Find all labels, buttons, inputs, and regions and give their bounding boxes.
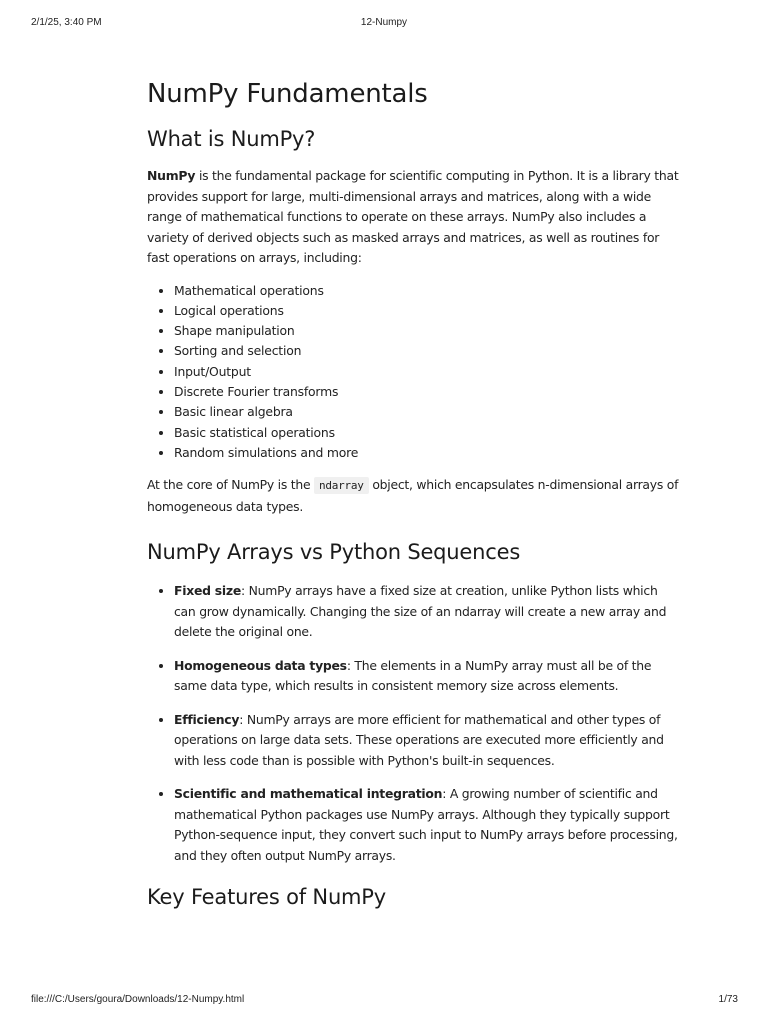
heading-what-is-numpy: What is NumPy? — [147, 127, 316, 151]
differences-list — [147, 581, 682, 866]
list-item-term: Scientific and mathematical integration — [174, 786, 443, 802]
print-date: 2/1/25, 3:40 PM — [31, 17, 102, 28]
list-item — [174, 656, 682, 697]
heading-key-features: Key Features of NumPy — [147, 885, 387, 910]
list-item: • Discrete Fourier transforms — [174, 382, 682, 402]
list-item: • Shape manipulation — [174, 321, 682, 341]
heading-arrays-vs-sequences: NumPy Arrays vs Python Sequences — [147, 540, 521, 565]
core-paragraph — [147, 475, 682, 517]
list-item-text: : NumPy arrays have a fixed size at creation, unlike Python lists which can grow dynamically. Changing the size of an ndarray will create a new array and delete the original one. — [174, 583, 667, 640]
core-text-before: At the core of NumPy is the — [147, 477, 315, 493]
list-item-text: : The elements in a NumPy array must all be of the same data type, which results in consistent memory size across elements. — [174, 657, 652, 694]
list-item-text: : NumPy arrays are more efficient for mathematical and other types of operations on large data sets. These operations are executed more efficiently and with less code than is possible with Python's built-in sequences. — [174, 711, 664, 768]
intro-bold-term: NumPy — [147, 168, 196, 183]
core-text-after: object, which encapsulates n-dimensional arrays of homogeneous data types. — [147, 477, 679, 514]
inline-code-ndarray: ndarray — [314, 477, 369, 494]
page-number: 1/73 — [718, 994, 738, 1005]
list-item-term: Fixed size — [174, 583, 242, 599]
print-header — [0, 17, 768, 31]
list-item-term: Efficiency — [174, 711, 240, 727]
intro-paragraph — [147, 166, 682, 269]
list-item: • Mathematical operations — [174, 281, 682, 301]
list-item-text: : A growing number of scientific and mathematical Python packages use NumPy arrays. Although they typically support Python-sequence input, they convert such input to NumPy arrays before processing, and they often output NumPy arrays. — [174, 786, 678, 863]
list-item — [174, 710, 682, 772]
list-item: • Logical operations — [174, 301, 682, 321]
intro-text: is the fundamental package for scientific computing in Python. It is a library that provides support for large, multi-dimensional arrays and matrices, along with a wide range of mathematical functions to operate on these arrays. NumPy also includes a variety of derived objects such as masked arrays and matrices, as well as routines for fast operations on arrays, including: — [147, 168, 679, 265]
operations-list — [147, 281, 682, 464]
list-item: • Basic statistical operations — [174, 423, 682, 443]
list-item: • Sorting and selection — [174, 341, 682, 361]
page-title: NumPy Fundamentals — [147, 79, 428, 109]
list-item-term: Homogeneous data types — [174, 657, 347, 673]
list-item: • Input/Output — [174, 362, 682, 382]
list-item: • Basic linear algebra — [174, 402, 682, 422]
list-item: • Random simulations and more — [174, 443, 682, 463]
document-content — [147, 76, 682, 912]
print-title: 12-Numpy — [360, 17, 408, 28]
list-item — [174, 784, 682, 866]
list-item — [174, 581, 682, 643]
print-url: file:///C:/Users/goura/Downloads/12-Numpy.html — [31, 994, 245, 1005]
